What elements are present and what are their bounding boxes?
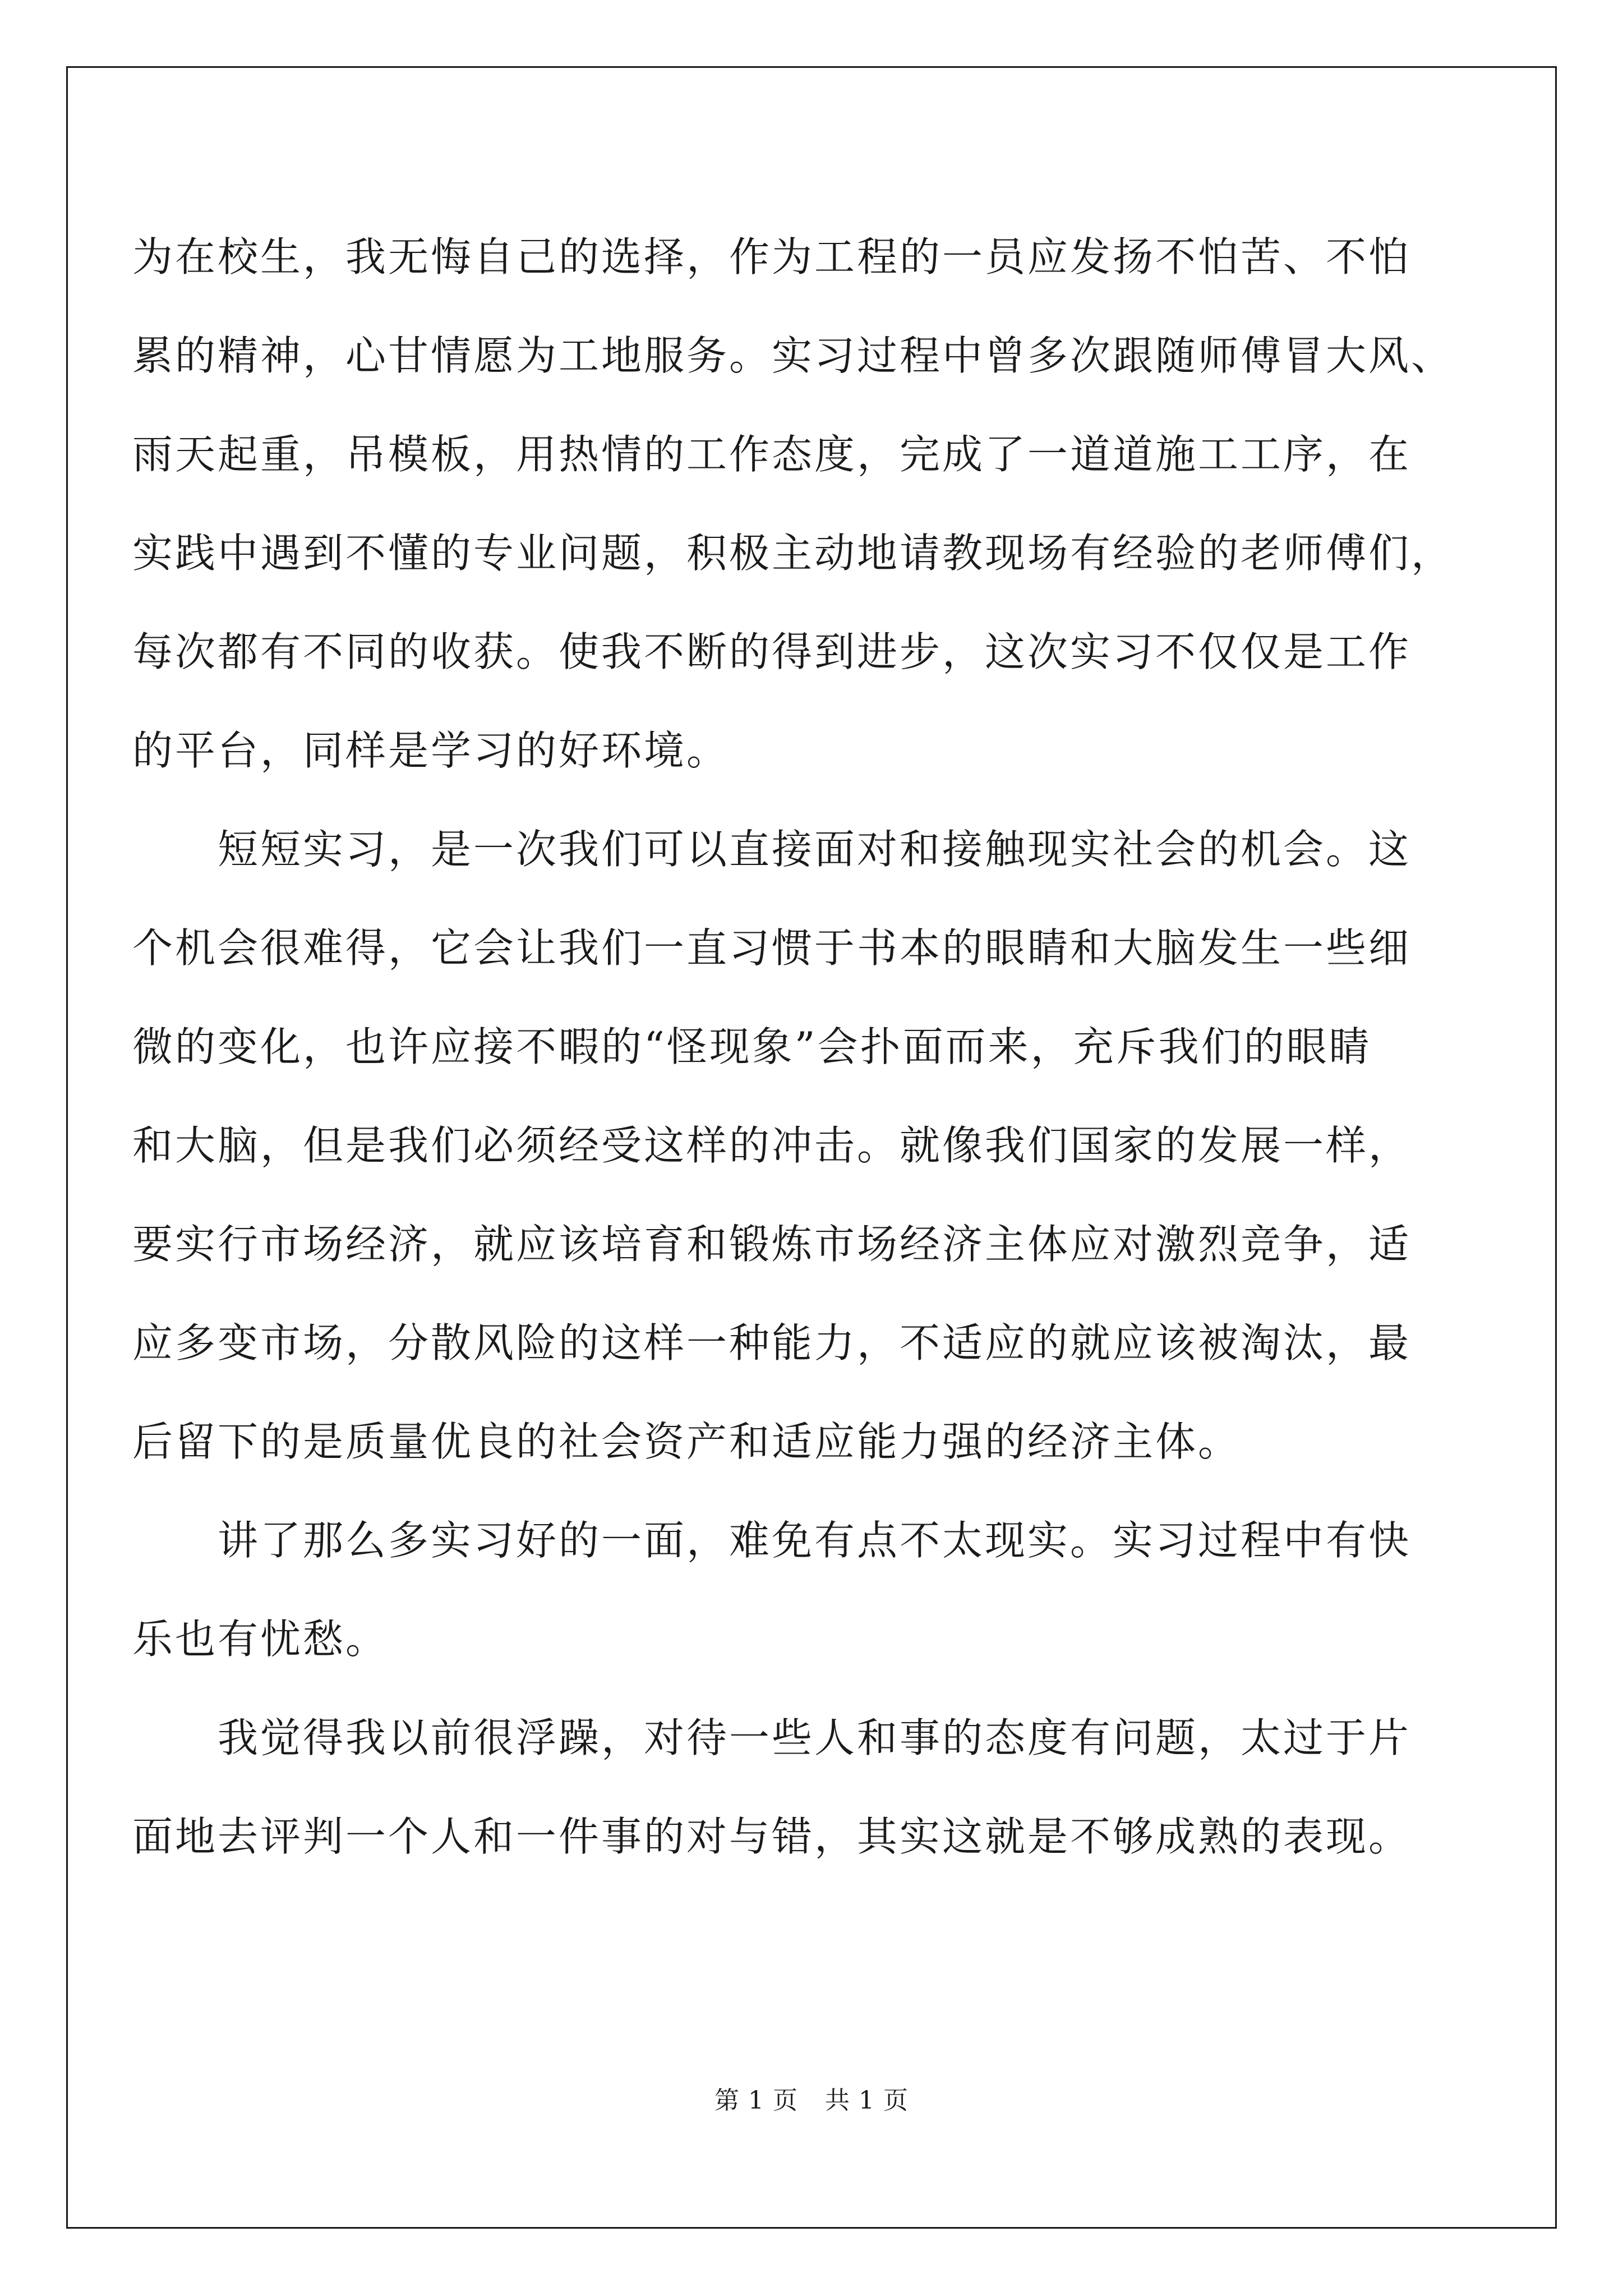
text-line: 讲了那么多实习好的一面，难免有点不太现实。实习过程中有快	[218, 1517, 1412, 1564]
page-number: 第 1 页	[714, 2086, 798, 2115]
text-line: 面地去评判一个人和一件事的对与错，其实这就是不够成熟的表现。	[132, 1813, 1412, 1860]
text-line: 雨天起重，吊模板，用热情的工作态度，完成了一道道施工工序，在	[132, 431, 1412, 478]
document-body	[132, 208, 1454, 1886]
text-line: 微的变化，也许应接不暇的“怪现象”会扑面而来，充斥我们的眼睛	[132, 1023, 1372, 1070]
text-line: 和大脑，但是我们必须经受这样的冲击。就像我们国家的发展一样，	[132, 1122, 1412, 1169]
paragraph-2	[132, 800, 1417, 1491]
text-line: 后留下的是质量优良的社会资产和适应能力强的经济主体。	[132, 1418, 1241, 1465]
text-line: 为在校生，我无悔自己的选择，作为工程的一员应发扬不怕苦、不怕	[132, 233, 1412, 280]
paragraph-4	[132, 1688, 1417, 1886]
text-line: 个机会很难得，它会让我们一直习惯于书本的眼睛和大脑发生一些细	[132, 924, 1412, 972]
text-line: 每次都有不同的收获。使我不断的得到进步，这次实习不仅仅是工作	[132, 628, 1412, 675]
text-line: 要实行市场经济，就应该培育和锻炼市场经济主体应对激烈竞争，适	[132, 1221, 1412, 1268]
text-line: 实践中遇到不懂的专业问题，积极主动地请教现场有经验的老师傅们，	[132, 530, 1454, 577]
page-footer	[0, 2080, 1623, 2116]
text-line: 应多变市场，分散风险的这样一种能力，不适应的就应该被淘汰，最	[132, 1319, 1412, 1366]
paragraph-3	[132, 1491, 1417, 1688]
page-total: 共 1 页	[825, 2086, 909, 2115]
text-line: 我觉得我以前很浮躁，对待一些人和事的态度有问题，太过于片	[218, 1714, 1412, 1761]
text-line: 短短实习，是一次我们可以直接面对和接触现实社会的机会。这	[218, 826, 1412, 873]
paragraph-1	[132, 208, 1454, 800]
text-line: 的平台，同样是学习的好环境。	[132, 727, 730, 774]
text-line: 累的精神，心甘情愿为工地服务。实习过程中曾多次跟随师傅冒大风、	[132, 332, 1454, 379]
text-line: 乐也有忧愁。	[132, 1616, 389, 1663]
